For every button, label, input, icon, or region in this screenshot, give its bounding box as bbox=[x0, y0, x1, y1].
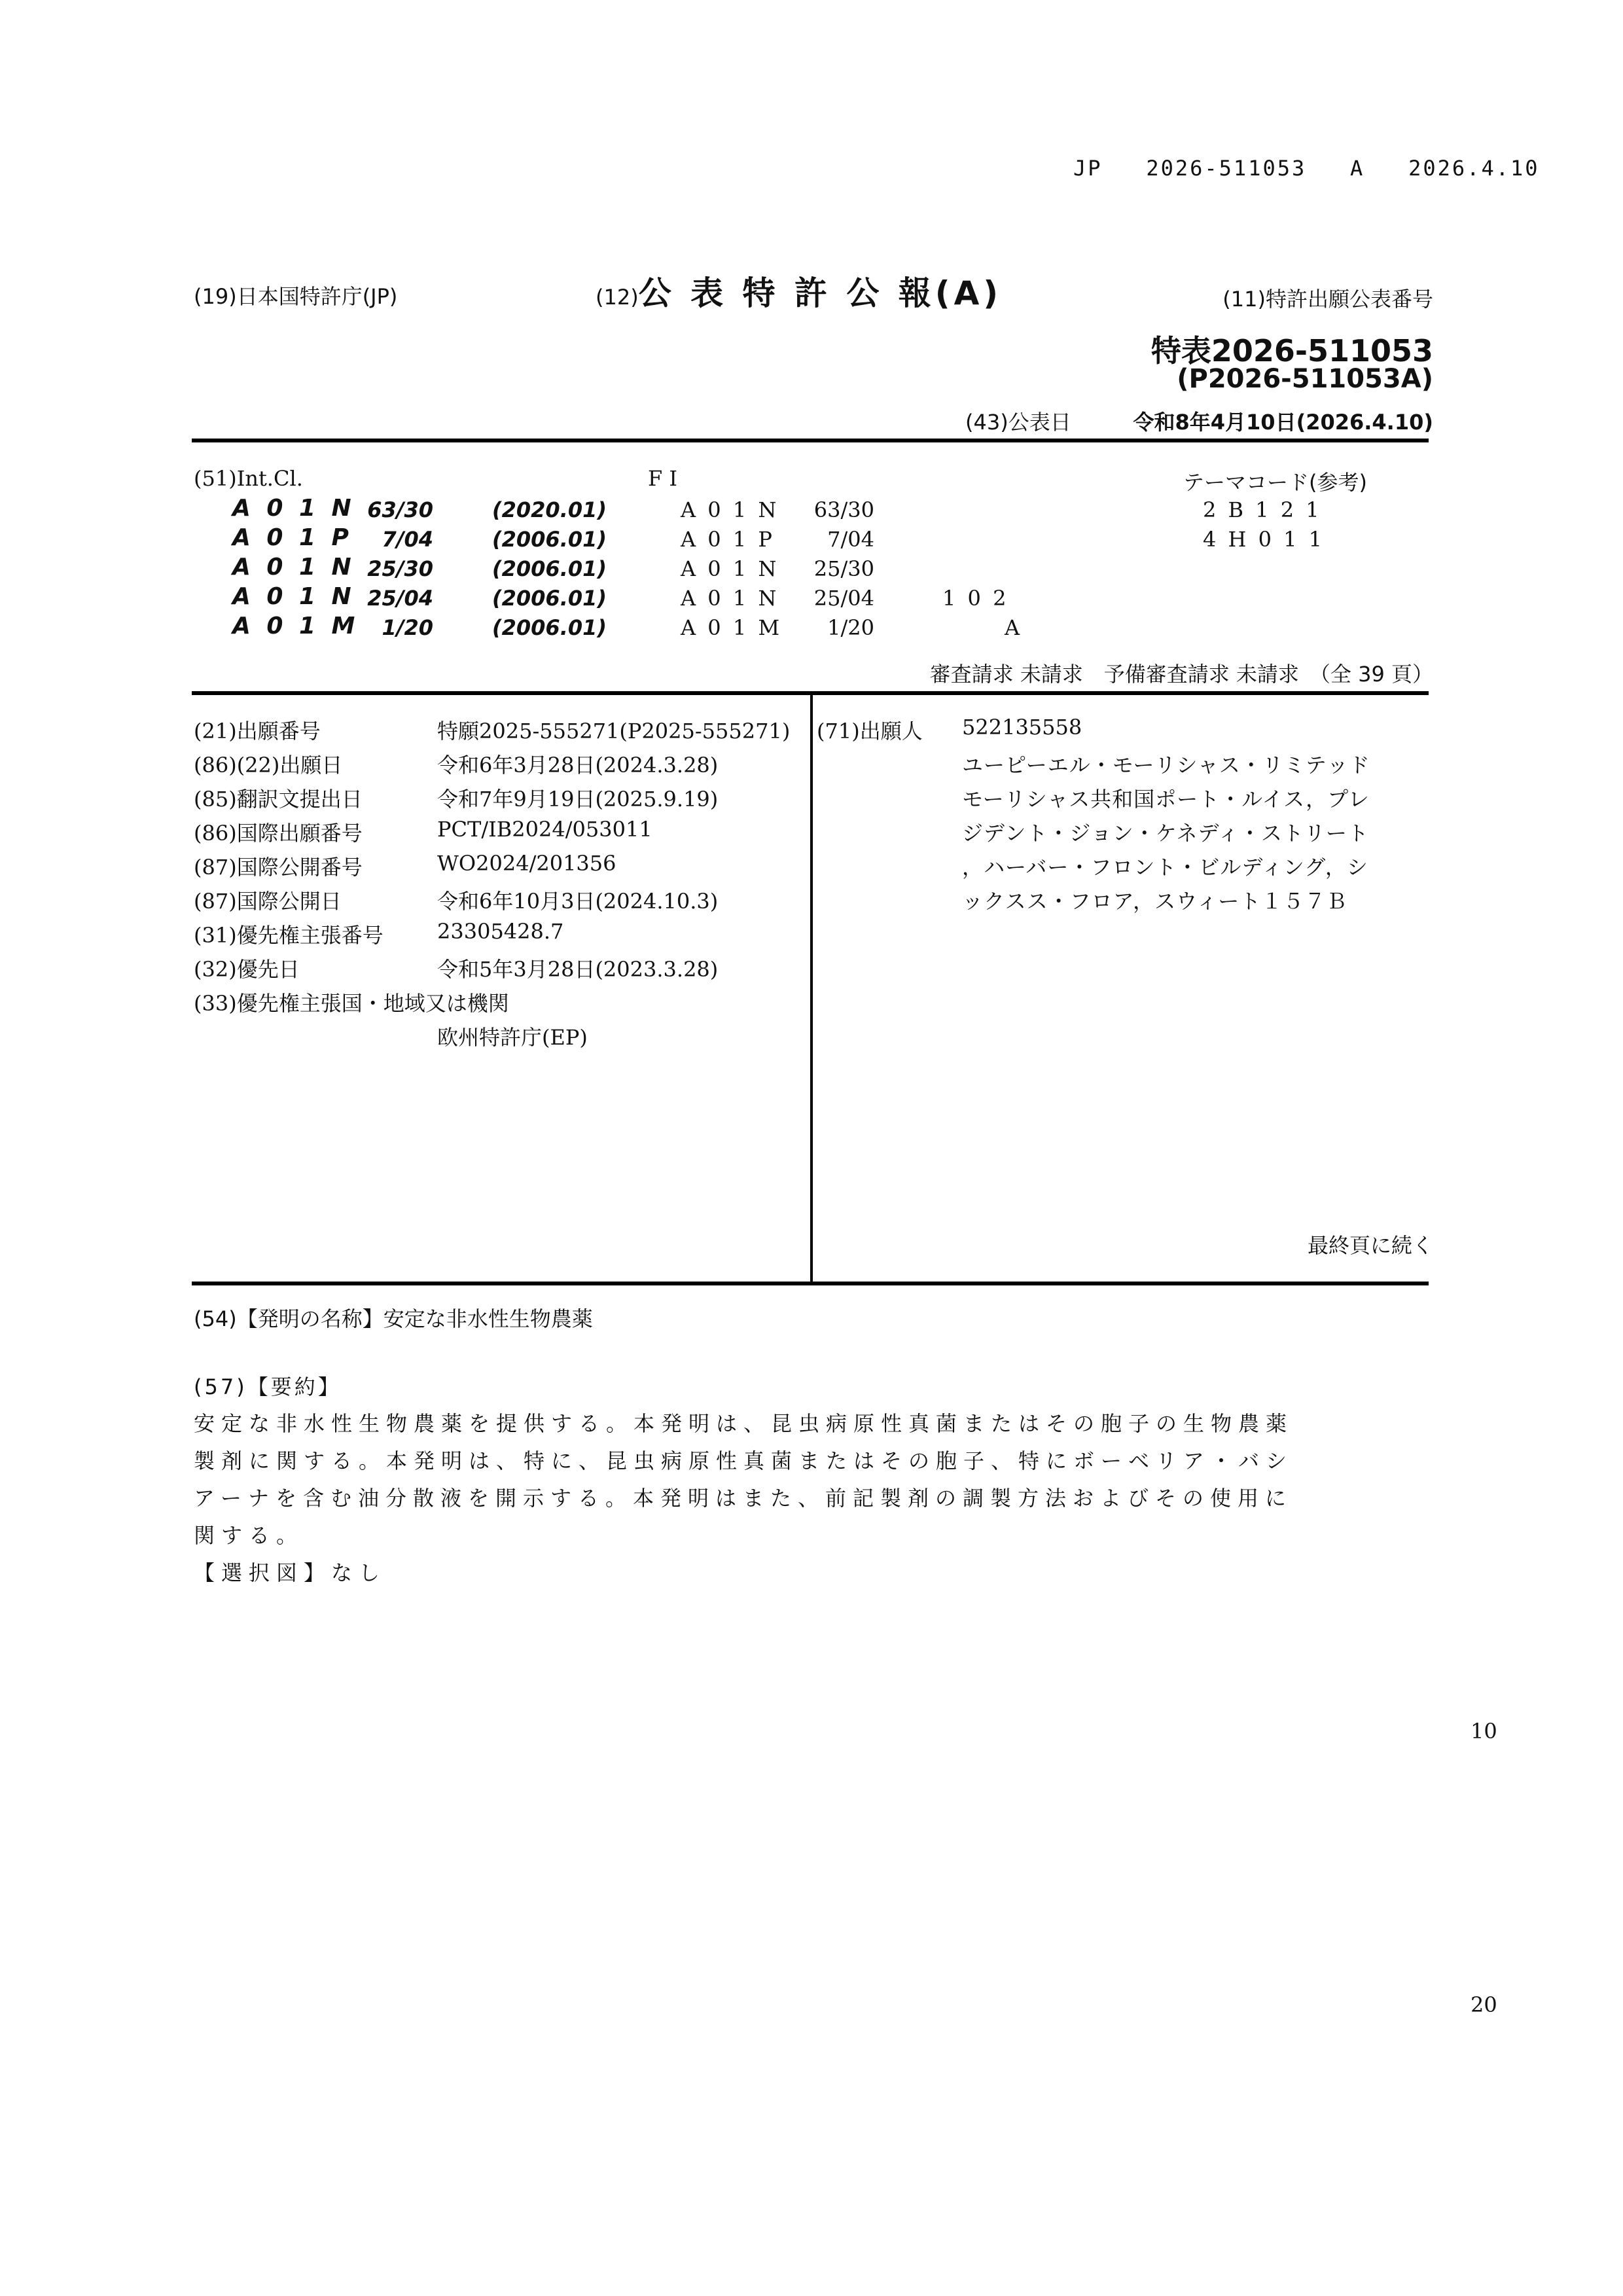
abstract-line: 関する。 bbox=[194, 1523, 304, 1548]
pub-date-label: (43)公表日 bbox=[965, 410, 1071, 435]
biblio-value: 令和6年10月3日(2024.10.3) bbox=[437, 889, 719, 914]
doc-type-heading bbox=[596, 267, 1002, 314]
line-number: 10 bbox=[1471, 1719, 1497, 1744]
biblio-label: (87)国際公開番号 bbox=[194, 855, 363, 880]
ipc-version: (2020.01) bbox=[492, 497, 607, 522]
ipc-group: 25/04 bbox=[367, 586, 433, 611]
divider-bottom bbox=[192, 1282, 1429, 1285]
ipc-group: 7/04 bbox=[382, 527, 433, 552]
biblio-value: PCT/IB2024/053011 bbox=[437, 817, 652, 842]
divider-top bbox=[192, 439, 1429, 442]
biblio-value: 特願2025-555271(P2025-555271) bbox=[437, 719, 791, 744]
applicant-line: ユーピーエル・モーリシャス・リミテッド bbox=[962, 753, 1370, 778]
selected-figure: 【選択図】なし bbox=[194, 1560, 387, 1585]
biblio-label: (86)(22)出願日 bbox=[194, 753, 343, 778]
applicant-line: ジデント・ジョン・ケネディ・ストリート bbox=[962, 821, 1369, 846]
title-label: (54)【発明の名称】 bbox=[194, 1306, 383, 1331]
ipc-group: 1/20 bbox=[382, 615, 433, 640]
pub-no-label: (11)特許出願公表番号 bbox=[1222, 287, 1433, 312]
fi-extra: 1 0 2 bbox=[942, 586, 1009, 611]
biblio-label: (33)優先権主張国・地域又は機関 bbox=[194, 991, 509, 1016]
biblio-value: 欧州特許庁(EP) bbox=[437, 1025, 588, 1050]
header-kind: A bbox=[1350, 156, 1365, 181]
ipc-version: (2006.01) bbox=[492, 556, 607, 581]
biblio-label: (87)国際公開日 bbox=[194, 889, 342, 914]
fi-class: A 0 1 P bbox=[681, 527, 775, 552]
fi-group: 7/04 bbox=[827, 527, 874, 552]
ipc-class: A 0 1 N bbox=[232, 554, 355, 581]
doc-type-code: (12) bbox=[596, 285, 639, 310]
abstract-line: 安定な非水性生物農薬を提供する。本発明は、昆虫病原性真菌またはその胞子の生物農薬 bbox=[194, 1411, 1294, 1436]
fi-group: 25/04 bbox=[813, 586, 874, 611]
abstract-line: アーナを含む油分散液を開示する。本発明はまた、前記製剤の調製方法およびその使用に bbox=[194, 1486, 1293, 1511]
theme-code: 4 H 0 1 1 bbox=[1203, 527, 1325, 552]
biblio-value: 23305428.7 bbox=[437, 919, 564, 944]
header-date: 2026.4.10 bbox=[1408, 156, 1540, 181]
ipc-group: 25/30 bbox=[367, 556, 433, 581]
biblio-label: (85)翻訳文提出日 bbox=[194, 787, 363, 812]
biblio-label: (86)国際出願番号 bbox=[194, 821, 363, 846]
fi-class: A 0 1 N bbox=[681, 556, 779, 581]
doc-type: 公 表 特 許 公 報(A) bbox=[638, 274, 1003, 312]
ipc-class: A 0 1 M bbox=[232, 613, 359, 639]
ipc-class: A 0 1 N bbox=[232, 495, 355, 522]
ipc-version: (2006.01) bbox=[492, 527, 607, 552]
fi-group: 25/30 bbox=[813, 556, 874, 581]
applicant-label: (71)出願人 bbox=[817, 719, 923, 744]
fi-group: 1/20 bbox=[827, 615, 874, 640]
pub-date: 令和8年4月10日(2026.4.10) bbox=[1133, 410, 1433, 435]
biblio-value: WO2024/201356 bbox=[437, 851, 616, 876]
fi-extra: A bbox=[1005, 615, 1020, 640]
applicant-id: 522135558 bbox=[962, 715, 1082, 740]
header-pub-number: 2026-511053 bbox=[1146, 156, 1307, 181]
header-country: JP bbox=[1073, 156, 1103, 181]
biblio-label: (32)優先日 bbox=[194, 957, 300, 982]
fi-label: F I bbox=[648, 466, 678, 491]
ipc-version: (2006.01) bbox=[492, 586, 607, 611]
column-divider bbox=[810, 691, 813, 1284]
continued-note: 最終頁に続く bbox=[1307, 1233, 1433, 1258]
running-header bbox=[1073, 156, 1540, 181]
pub-no-alt: (P2026-511053A) bbox=[1177, 364, 1433, 394]
ipc-class: A 0 1 N bbox=[232, 583, 355, 610]
biblio-label: (21)出願番号 bbox=[194, 719, 321, 744]
applicant-line: ックスス・フロア，スウィート１５７Ｂ bbox=[962, 889, 1348, 914]
biblio-value: 令和6年3月28日(2024.3.28) bbox=[437, 753, 719, 778]
theme-code-label: テーマコード(参考) bbox=[1183, 470, 1367, 495]
applicant-line: ，ハーバー・フロント・ビルディング，シ bbox=[962, 855, 1368, 880]
pub-no: 特表2026-511053 bbox=[1150, 333, 1433, 368]
applicant-line: モーリシャス共和国ポート・ルイス，プレ bbox=[962, 787, 1370, 812]
theme-code: 2 B 1 2 1 bbox=[1203, 497, 1322, 522]
office-label: (19)日本国特許庁(JP) bbox=[194, 284, 398, 309]
intcl-label: (51)Int.Cl. bbox=[194, 466, 303, 491]
ipc-class: A 0 1 P bbox=[232, 524, 353, 551]
biblio-label: (31)優先権主張番号 bbox=[194, 923, 383, 948]
title-text: 安定な非水性生物農薬 bbox=[383, 1306, 593, 1331]
abstract-line: 製剤に関する。本発明は、特に、昆虫病原性真菌またはその胞子、特にボーベリア・バシ bbox=[194, 1448, 1294, 1473]
fi-class: A 0 1 N bbox=[681, 497, 779, 522]
line-number: 20 bbox=[1471, 1992, 1497, 2017]
biblio-value: 令和7年9月19日(2025.9.19) bbox=[437, 787, 719, 812]
ipc-group: 63/30 bbox=[367, 497, 433, 522]
biblio-value: 令和5年3月28日(2023.3.28) bbox=[437, 957, 719, 982]
abstract-label: (57)【要約】 bbox=[194, 1374, 342, 1399]
exam-status: 審査請求 未請求 予備審査請求 未請求 （全 39 頁） bbox=[929, 662, 1433, 687]
ipc-version: (2006.01) bbox=[492, 615, 607, 640]
fi-class: A 0 1 N bbox=[681, 586, 779, 611]
invention-title bbox=[194, 1302, 593, 1333]
fi-group: 63/30 bbox=[813, 497, 874, 522]
fi-class: A 0 1 M bbox=[681, 615, 783, 640]
